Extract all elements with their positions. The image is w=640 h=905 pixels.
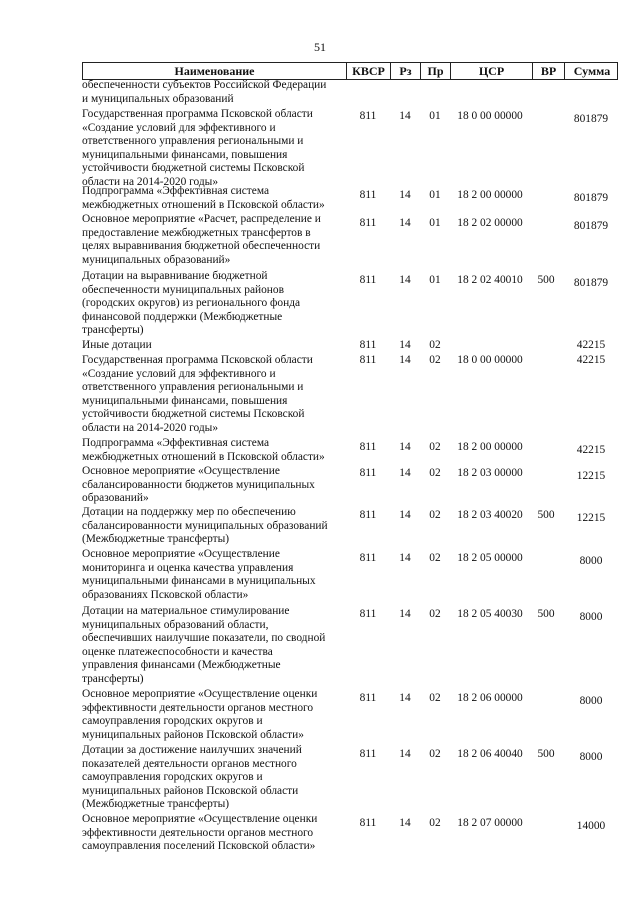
row-name — [82, 354, 344, 436]
cell-sum: 8000 — [579, 611, 603, 623]
page-number: 51 — [314, 40, 326, 54]
row-name-line: целях выравнивания бюджетной обеспеченности — [82, 240, 321, 253]
cell-rz: 14 — [399, 748, 411, 760]
cell-csr: 18 0 00 00000 — [457, 354, 523, 366]
cell-pr: 02 — [429, 692, 441, 704]
row-name-line: ответственного управления региональными и — [82, 135, 304, 148]
row-name-line: устойчивости бюджетной системы Псковской — [82, 162, 305, 175]
row-name-line: трансферты) — [82, 324, 144, 337]
row-name-line: Основное мероприятие «Осуществление — [82, 548, 280, 560]
cell-rz: 14 — [399, 692, 411, 704]
row-name-line: финансовой поддержки (Межбюджетные — [82, 310, 283, 323]
row-name-line: области на 2014-2020 годы» — [82, 421, 219, 434]
row-name — [82, 79, 344, 106]
cell-kvsr: 811 — [359, 748, 377, 760]
row-name-line: оценке платежеспособности и качества — [82, 645, 273, 658]
row-name-line: самоуправления городских округов и — [82, 771, 263, 784]
cell-vr: 500 — [537, 608, 555, 620]
row-name-line: обеспеченности муниципальных районов — [82, 283, 284, 296]
row-name — [82, 548, 344, 602]
cell-pr: 02 — [429, 552, 441, 564]
row-name — [82, 506, 344, 547]
cell-rz: 14 — [399, 110, 411, 122]
cell-csr: 18 2 02 00000 — [457, 217, 523, 229]
cell-pr: 02 — [429, 748, 441, 760]
cell-sum: 8000 — [579, 751, 603, 763]
row-name-line: образований» — [82, 492, 149, 505]
cell-kvsr: 811 — [359, 509, 377, 521]
row-name-line: мониторинга и оценка качества управления — [82, 561, 294, 574]
cell-csr: 18 2 02 40010 — [457, 274, 523, 286]
cell-csr: 18 2 06 40040 — [457, 748, 523, 760]
cell-pr: 02 — [429, 339, 441, 351]
row-name-line: Подпрограмма «Эффективная система — [82, 185, 270, 197]
cell-pr: 02 — [429, 608, 441, 620]
row-name-line: Иные дотации — [82, 339, 152, 351]
row-name-line: области на 2014-2020 годы» — [82, 175, 219, 188]
row-name — [82, 813, 344, 854]
cell-kvsr: 811 — [359, 354, 377, 366]
row-name — [82, 465, 344, 506]
row-name-line: Подпрограмма «Эффективная система — [82, 437, 270, 449]
cell-csr: 18 2 05 00000 — [457, 552, 523, 564]
row-name-line: (Межбюджетные трансферты) — [82, 798, 230, 811]
cell-sum: 801879 — [573, 220, 609, 232]
cell-sum: 42215 — [576, 444, 606, 456]
row-name — [82, 605, 344, 687]
cell-kvsr: 811 — [359, 608, 377, 620]
cell-sum: 801879 — [573, 192, 609, 204]
cell-kvsr: 811 — [359, 339, 377, 351]
row-name-line: эффективности деятельности органов местного — [82, 826, 314, 839]
header-csr: ЦСР — [451, 63, 533, 79]
row-name-line: самоуправления городских округов и — [82, 715, 263, 728]
cell-kvsr: 811 — [359, 692, 377, 704]
row-name-line: межбюджетных отношений в Псковской области» — [82, 450, 325, 463]
cell-sum: 42215 — [576, 354, 606, 366]
cell-csr: 18 2 00 00000 — [457, 441, 523, 453]
row-name-line: «Создание условий для эффективного и — [82, 367, 276, 380]
row-name-line: показателей деятельности органов местного — [82, 757, 297, 770]
row-name-line: ответственного управления региональными и — [82, 381, 304, 394]
row-name-line: «Создание условий для эффективного и — [82, 121, 276, 134]
cell-pr: 01 — [429, 274, 441, 286]
row-name-line: Основное мероприятие «Осуществление оценки — [82, 688, 318, 700]
cell-kvsr: 811 — [359, 467, 377, 479]
row-name-line: муниципальных образований области, — [82, 618, 269, 631]
cell-kvsr: 811 — [359, 110, 377, 122]
row-name — [82, 213, 344, 267]
cell-sum: 14000 — [576, 820, 606, 832]
row-name — [82, 339, 344, 353]
row-name — [82, 744, 344, 812]
header-sum: Сумма — [573, 64, 611, 78]
cell-rz: 14 — [399, 441, 411, 453]
cell-pr: 01 — [429, 189, 441, 201]
cell-rz: 14 — [399, 509, 411, 521]
cell-sum: 12215 — [576, 512, 606, 524]
cell-kvsr: 811 — [359, 552, 377, 564]
cell-vr: 500 — [537, 509, 555, 521]
row-name — [82, 185, 344, 212]
row-name-line: сбалансированности бюджетов муниципальных — [82, 478, 315, 491]
cell-rz: 14 — [399, 217, 411, 229]
header-vr: ВР — [533, 63, 565, 79]
row-name-line: устойчивости бюджетной системы Псковской — [82, 408, 305, 421]
row-name-line: сбалансированности муниципальных образований — [82, 519, 328, 532]
cell-rz: 14 — [399, 274, 411, 286]
row-name-line: (Межбюджетные трансферты) — [82, 533, 230, 546]
cell-pr: 02 — [429, 509, 441, 521]
cell-csr: 18 2 07 00000 — [457, 817, 523, 829]
row-name-line: Государственная программа Псковской области — [82, 354, 313, 366]
cell-pr: 02 — [429, 354, 441, 366]
cell-rz: 14 — [399, 189, 411, 201]
cell-vr: 500 — [537, 748, 555, 760]
row-name-line: и муниципальных образований — [82, 92, 234, 105]
cell-rz: 14 — [399, 817, 411, 829]
cell-rz: 14 — [399, 339, 411, 351]
row-name-line: (городских округов) из регионального фонда — [82, 297, 301, 310]
cell-sum: 8000 — [579, 695, 603, 707]
cell-pr: 02 — [429, 817, 441, 829]
row-name — [82, 437, 344, 464]
cell-sum: 801879 — [573, 277, 609, 289]
table-header — [82, 62, 618, 80]
row-name-line: Основное мероприятие «Осуществление — [82, 465, 280, 477]
cell-csr: 18 2 03 00000 — [457, 467, 523, 479]
row-name-line: муниципальных районов Псковской области» — [82, 728, 304, 741]
cell-sum: 801879 — [573, 113, 609, 125]
header-kvsr: КВСР — [347, 63, 391, 79]
cell-pr: 01 — [429, 110, 441, 122]
cell-kvsr: 811 — [359, 817, 377, 829]
row-name-line: Дотации на поддержку мер по обеспечению — [82, 506, 296, 518]
row-name — [82, 108, 344, 190]
cell-pr: 02 — [429, 441, 441, 453]
cell-csr: 18 2 06 00000 — [457, 692, 523, 704]
row-name-line: Дотации на выравнивание бюджетной — [82, 270, 268, 282]
row-name-line: муниципальными финансами, повышения — [82, 394, 288, 407]
cell-csr: 18 0 00 00000 — [457, 110, 523, 122]
cell-kvsr: 811 — [359, 217, 377, 229]
row-name-line: Дотации за достижение наилучших значений — [82, 744, 302, 756]
row-name-line: муниципальными финансами, повышения — [82, 148, 288, 161]
cell-pr: 01 — [429, 217, 441, 229]
row-name-line: Дотации на материальное стимулирование — [82, 605, 290, 617]
cell-sum: 42215 — [576, 339, 606, 351]
cell-csr: 18 2 00 00000 — [457, 189, 523, 201]
cell-kvsr: 811 — [359, 274, 377, 286]
row-name-line: самоуправления поселений Псковской области» — [82, 840, 316, 853]
row-name-line: Основное мероприятие «Расчет, распределение и — [82, 213, 321, 225]
cell-csr: 18 2 05 40030 — [457, 608, 523, 620]
cell-sum: 8000 — [579, 555, 603, 567]
row-name — [82, 688, 344, 742]
cell-rz: 14 — [399, 552, 411, 564]
row-name-line: Основное мероприятие «Осуществление оценки — [82, 813, 318, 825]
row-name-line: эффективности деятельности органов местного — [82, 701, 314, 714]
header-rz: Рз — [391, 63, 421, 79]
row-name — [82, 270, 344, 338]
row-name-line: обеспечивших наилучшие показатели, по сводной — [82, 632, 326, 645]
row-name-line: предоставление межбюджетных трансфертов в — [82, 226, 311, 239]
cell-kvsr: 811 — [359, 441, 377, 453]
cell-csr: 18 2 03 40020 — [457, 509, 523, 521]
cell-rz: 14 — [399, 354, 411, 366]
row-name-line: муниципальными финансами в муниципальных — [82, 575, 316, 588]
row-name-line: трансферты) — [82, 672, 144, 685]
row-name-line: Государственная программа Псковской области — [82, 108, 313, 120]
header-name: Наименование — [83, 63, 347, 79]
cell-sum: 12215 — [576, 470, 606, 482]
row-name-line: образованиях Псковской области» — [82, 588, 249, 601]
row-name-line: муниципальных районов Псковской области — [82, 784, 299, 797]
cell-rz: 14 — [399, 608, 411, 620]
cell-vr: 500 — [537, 274, 555, 286]
header-pr: Пр — [421, 63, 451, 79]
row-name-line: межбюджетных отношений в Псковской области» — [82, 198, 325, 211]
cell-kvsr: 811 — [359, 189, 377, 201]
row-name-line: муниципальных образований» — [82, 253, 231, 266]
cell-rz: 14 — [399, 467, 411, 479]
row-name-line: обеспеченности субъектов Российской Федерации — [82, 79, 327, 91]
row-name-line: управления финансами (Межбюджетные — [82, 659, 281, 672]
cell-pr: 02 — [429, 467, 441, 479]
